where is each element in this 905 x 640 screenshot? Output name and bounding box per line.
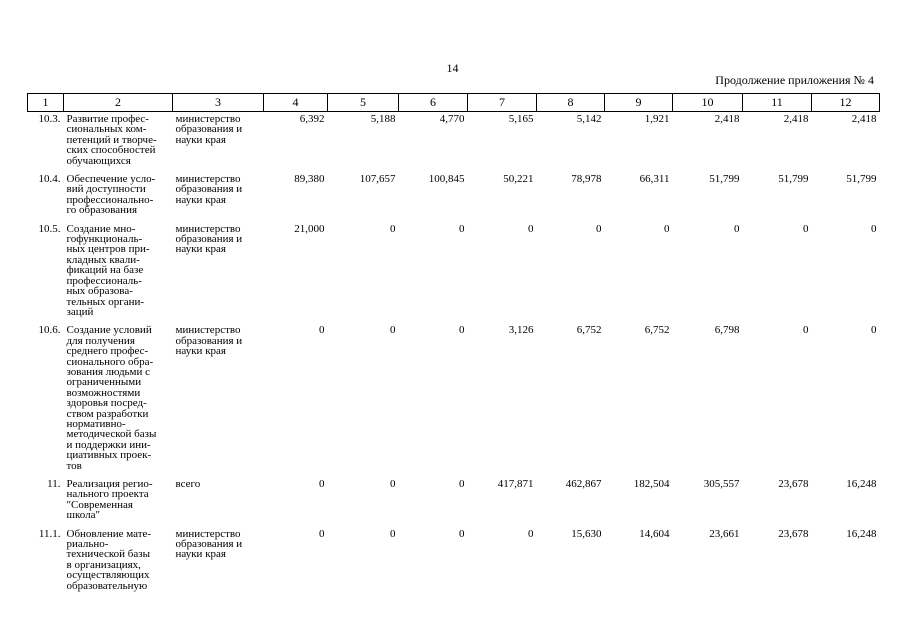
- row-number: 10.4.: [38, 173, 61, 186]
- activity-name: [64, 112, 173, 173]
- activity-name-line: здоровья посред-: [66, 397, 147, 410]
- value-cell-col-8: 15,630: [571, 527, 602, 540]
- activity-name-line: тельных органи-: [66, 295, 145, 308]
- value-cell-col-10: 6,798: [714, 324, 740, 337]
- value-cell-col-7: 5,165: [508, 113, 534, 125]
- column-header-3: 3: [173, 94, 264, 112]
- row-number: 11.1.: [38, 527, 61, 540]
- value-cell-col-6: 0: [459, 478, 465, 490]
- value-cell-col-9: 0: [664, 222, 670, 235]
- budget-table: [27, 93, 880, 597]
- activity-name-line: петенций и творче-: [66, 133, 157, 146]
- table-row: [28, 477, 880, 527]
- activity-name-line: риально-: [66, 538, 109, 551]
- activity-name: [64, 222, 173, 324]
- activity-name-line: гофункциональ-: [66, 233, 143, 246]
- activity-name-line: Обновление мате-: [66, 527, 152, 540]
- activity-name-line: технической базы: [66, 548, 151, 561]
- value-cell-col-12: 16,248: [846, 478, 877, 490]
- executor-line: министерство: [175, 324, 241, 337]
- value-cell-col-10: 305,557: [703, 478, 740, 490]
- activity-name-line: школа": [66, 509, 100, 522]
- value-cell-col-7: 0: [528, 527, 534, 540]
- value-cell-col-7: 417,871: [497, 478, 534, 490]
- value-cell-col-9: 66,311: [639, 173, 670, 186]
- executor-line: науки края: [175, 193, 226, 206]
- activity-name-line: ных центров при-: [66, 243, 150, 256]
- executor-line: министерство: [175, 222, 241, 235]
- activity-name-line: возможностями: [66, 386, 141, 399]
- executor-line: образования и: [175, 183, 243, 196]
- value-cell-col-6: 0: [459, 222, 465, 235]
- activity-name-line: Создание условий: [66, 324, 152, 337]
- table-row: [28, 222, 880, 324]
- value-cell-col-5: 107,657: [359, 173, 396, 186]
- value-cell-col-8: 5,142: [576, 113, 602, 125]
- value-cell-col-12: 0: [871, 324, 877, 337]
- column-header-6: 6: [399, 94, 468, 112]
- executor-line: министерство: [175, 173, 241, 186]
- activity-name-line: ских способностей: [66, 144, 156, 157]
- row-number: 11.: [47, 478, 61, 490]
- value-cell-col-7: 50,221: [503, 173, 534, 186]
- table-row: [28, 172, 880, 222]
- activity-name-line: Реализация регио-: [66, 478, 153, 490]
- activity-name-line: фикаций на базе: [66, 264, 144, 277]
- activity-name: [64, 323, 173, 477]
- value-cell-col-5: 0: [390, 527, 396, 540]
- activity-name-line: "Современная: [66, 498, 133, 511]
- row-number: 10.5.: [38, 222, 61, 235]
- row-number: 10.6.: [38, 324, 61, 337]
- activity-name-line: зования людьми с: [66, 365, 151, 378]
- value-cell-col-4: 21,000: [294, 222, 325, 235]
- value-cell-col-4: 89,380: [294, 173, 325, 186]
- activity-name-line: го образования: [66, 204, 138, 217]
- executor: [173, 112, 264, 173]
- activity-name-line: циативных проек-: [66, 449, 152, 462]
- value-cell-col-11: 2,418: [783, 113, 809, 125]
- value-cell-col-4: 0: [319, 527, 325, 540]
- column-header-11: 11: [743, 94, 812, 112]
- executor: [173, 477, 264, 527]
- value-cell-col-10: 2,418: [714, 113, 740, 125]
- column-number-header-row: [28, 94, 880, 112]
- activity-name-line: вий доступности: [66, 183, 146, 196]
- value-cell-col-9: 1,921: [644, 113, 670, 125]
- table-row: [28, 112, 880, 173]
- activity-name-line: для получения: [66, 334, 135, 347]
- activity-name-line: кладных квали-: [66, 253, 140, 266]
- activity-name-line: нального проекта: [66, 488, 149, 501]
- value-cell-col-11: 23,678: [778, 527, 809, 540]
- activity-name-line: нормативно-: [66, 417, 126, 430]
- executor: [173, 527, 264, 597]
- value-cell-col-8: 462,867: [565, 478, 602, 490]
- column-header-9: 9: [605, 94, 673, 112]
- row-number: 10.3.: [38, 113, 61, 125]
- activity-name-line: среднего профес-: [66, 345, 149, 358]
- activity-name-line: Создание мно-: [66, 222, 136, 235]
- value-cell-col-6: 0: [459, 324, 465, 337]
- executor-line: министерство: [175, 527, 241, 540]
- activity-name-line: в организациях,: [66, 558, 141, 571]
- value-cell-col-5: 0: [390, 324, 396, 337]
- value-cell-col-9: 6,752: [644, 324, 670, 337]
- activity-name-line: ограниченными: [66, 376, 142, 389]
- activity-name-line: сионального обра-: [66, 355, 154, 368]
- column-header-2: 2: [64, 94, 173, 112]
- value-cell-col-6: 4,770: [439, 113, 465, 125]
- value-cell-col-12: 2,418: [851, 113, 877, 125]
- executor-line: министерство: [175, 113, 241, 125]
- column-header-7: 7: [468, 94, 537, 112]
- value-cell-col-9: 14,604: [639, 527, 670, 540]
- value-cell-col-12: 16,248: [846, 527, 877, 540]
- value-cell-col-10: 23,661: [709, 527, 740, 540]
- value-cell-col-4: 0: [319, 478, 325, 490]
- activity-name-line: ных образова-: [66, 285, 133, 298]
- executor: [173, 222, 264, 324]
- value-cell-col-7: 3,126: [508, 324, 534, 337]
- value-cell-col-7: 0: [528, 222, 534, 235]
- activity-name-line: Обеспечение усло-: [66, 173, 156, 186]
- value-cell-col-12: 0: [871, 222, 877, 235]
- table-body: [28, 112, 880, 598]
- column-header-4: 4: [264, 94, 328, 112]
- value-cell-col-12: 51,799: [846, 173, 877, 186]
- value-cell-col-5: 0: [390, 222, 396, 235]
- value-cell-col-5: 0: [390, 478, 396, 490]
- value-cell-col-4: 0: [319, 324, 325, 337]
- value-cell-col-4: 6,392: [299, 113, 325, 125]
- activity-name-line: профессионально-: [66, 193, 154, 206]
- value-cell-col-11: 23,678: [778, 478, 809, 490]
- appendix-continuation-note: Продолжение приложения № 4: [715, 73, 874, 87]
- executor-line: науки края: [175, 548, 226, 561]
- value-cell-col-8: 78,978: [571, 173, 602, 186]
- value-cell-col-11: 0: [803, 222, 809, 235]
- value-cell-col-8: 6,752: [576, 324, 602, 337]
- table-row: [28, 527, 880, 597]
- activity-name-line: методической базы: [66, 428, 157, 441]
- executor-line: образования и: [175, 334, 243, 347]
- activity-name: [64, 477, 173, 527]
- column-header-8: 8: [537, 94, 605, 112]
- column-header-5: 5: [328, 94, 399, 112]
- value-cell-col-11: 51,799: [778, 173, 809, 186]
- executor-line: науки края: [175, 243, 226, 256]
- value-cell-col-5: 5,188: [370, 113, 396, 125]
- column-header-10: 10: [673, 94, 743, 112]
- activity-name-line: осуществляющих: [66, 569, 150, 582]
- activity-name-line: образовательную: [66, 579, 148, 592]
- column-header-12: 12: [812, 94, 880, 112]
- activity-name-line: обучающихся: [66, 154, 131, 167]
- executor: [173, 323, 264, 477]
- column-header-1: 1: [28, 94, 64, 112]
- value-cell-col-8: 0: [596, 222, 602, 235]
- page-number: 14: [446, 61, 459, 75]
- value-cell-col-10: 51,799: [709, 173, 740, 186]
- activity-name-line: Развитие профес-: [66, 113, 149, 125]
- activity-name: [64, 172, 173, 222]
- value-cell-col-11: 0: [803, 324, 809, 337]
- value-cell-col-9: 182,504: [633, 478, 670, 490]
- activity-name-line: ством разработки: [66, 407, 149, 420]
- executor-line: образования и: [175, 233, 243, 246]
- executor-line: всего: [175, 478, 201, 490]
- activity-name-line: тов: [66, 459, 82, 472]
- activity-name-line: заций: [66, 305, 94, 318]
- activity-name-line: профессиональ-: [66, 274, 142, 287]
- activity-name: [64, 527, 173, 597]
- executor: [173, 172, 264, 222]
- activity-name-line: и поддержки ини-: [66, 438, 151, 451]
- table-row: [28, 323, 880, 477]
- executor-line: науки края: [175, 133, 226, 146]
- value-cell-col-10: 0: [734, 222, 740, 235]
- executor-line: науки края: [175, 345, 226, 358]
- activity-name-line: сиональных ком-: [66, 123, 147, 136]
- value-cell-col-6: 100,845: [428, 173, 465, 186]
- executor-line: образования и: [175, 123, 243, 136]
- executor-line: образования и: [175, 538, 243, 551]
- value-cell-col-6: 0: [459, 527, 465, 540]
